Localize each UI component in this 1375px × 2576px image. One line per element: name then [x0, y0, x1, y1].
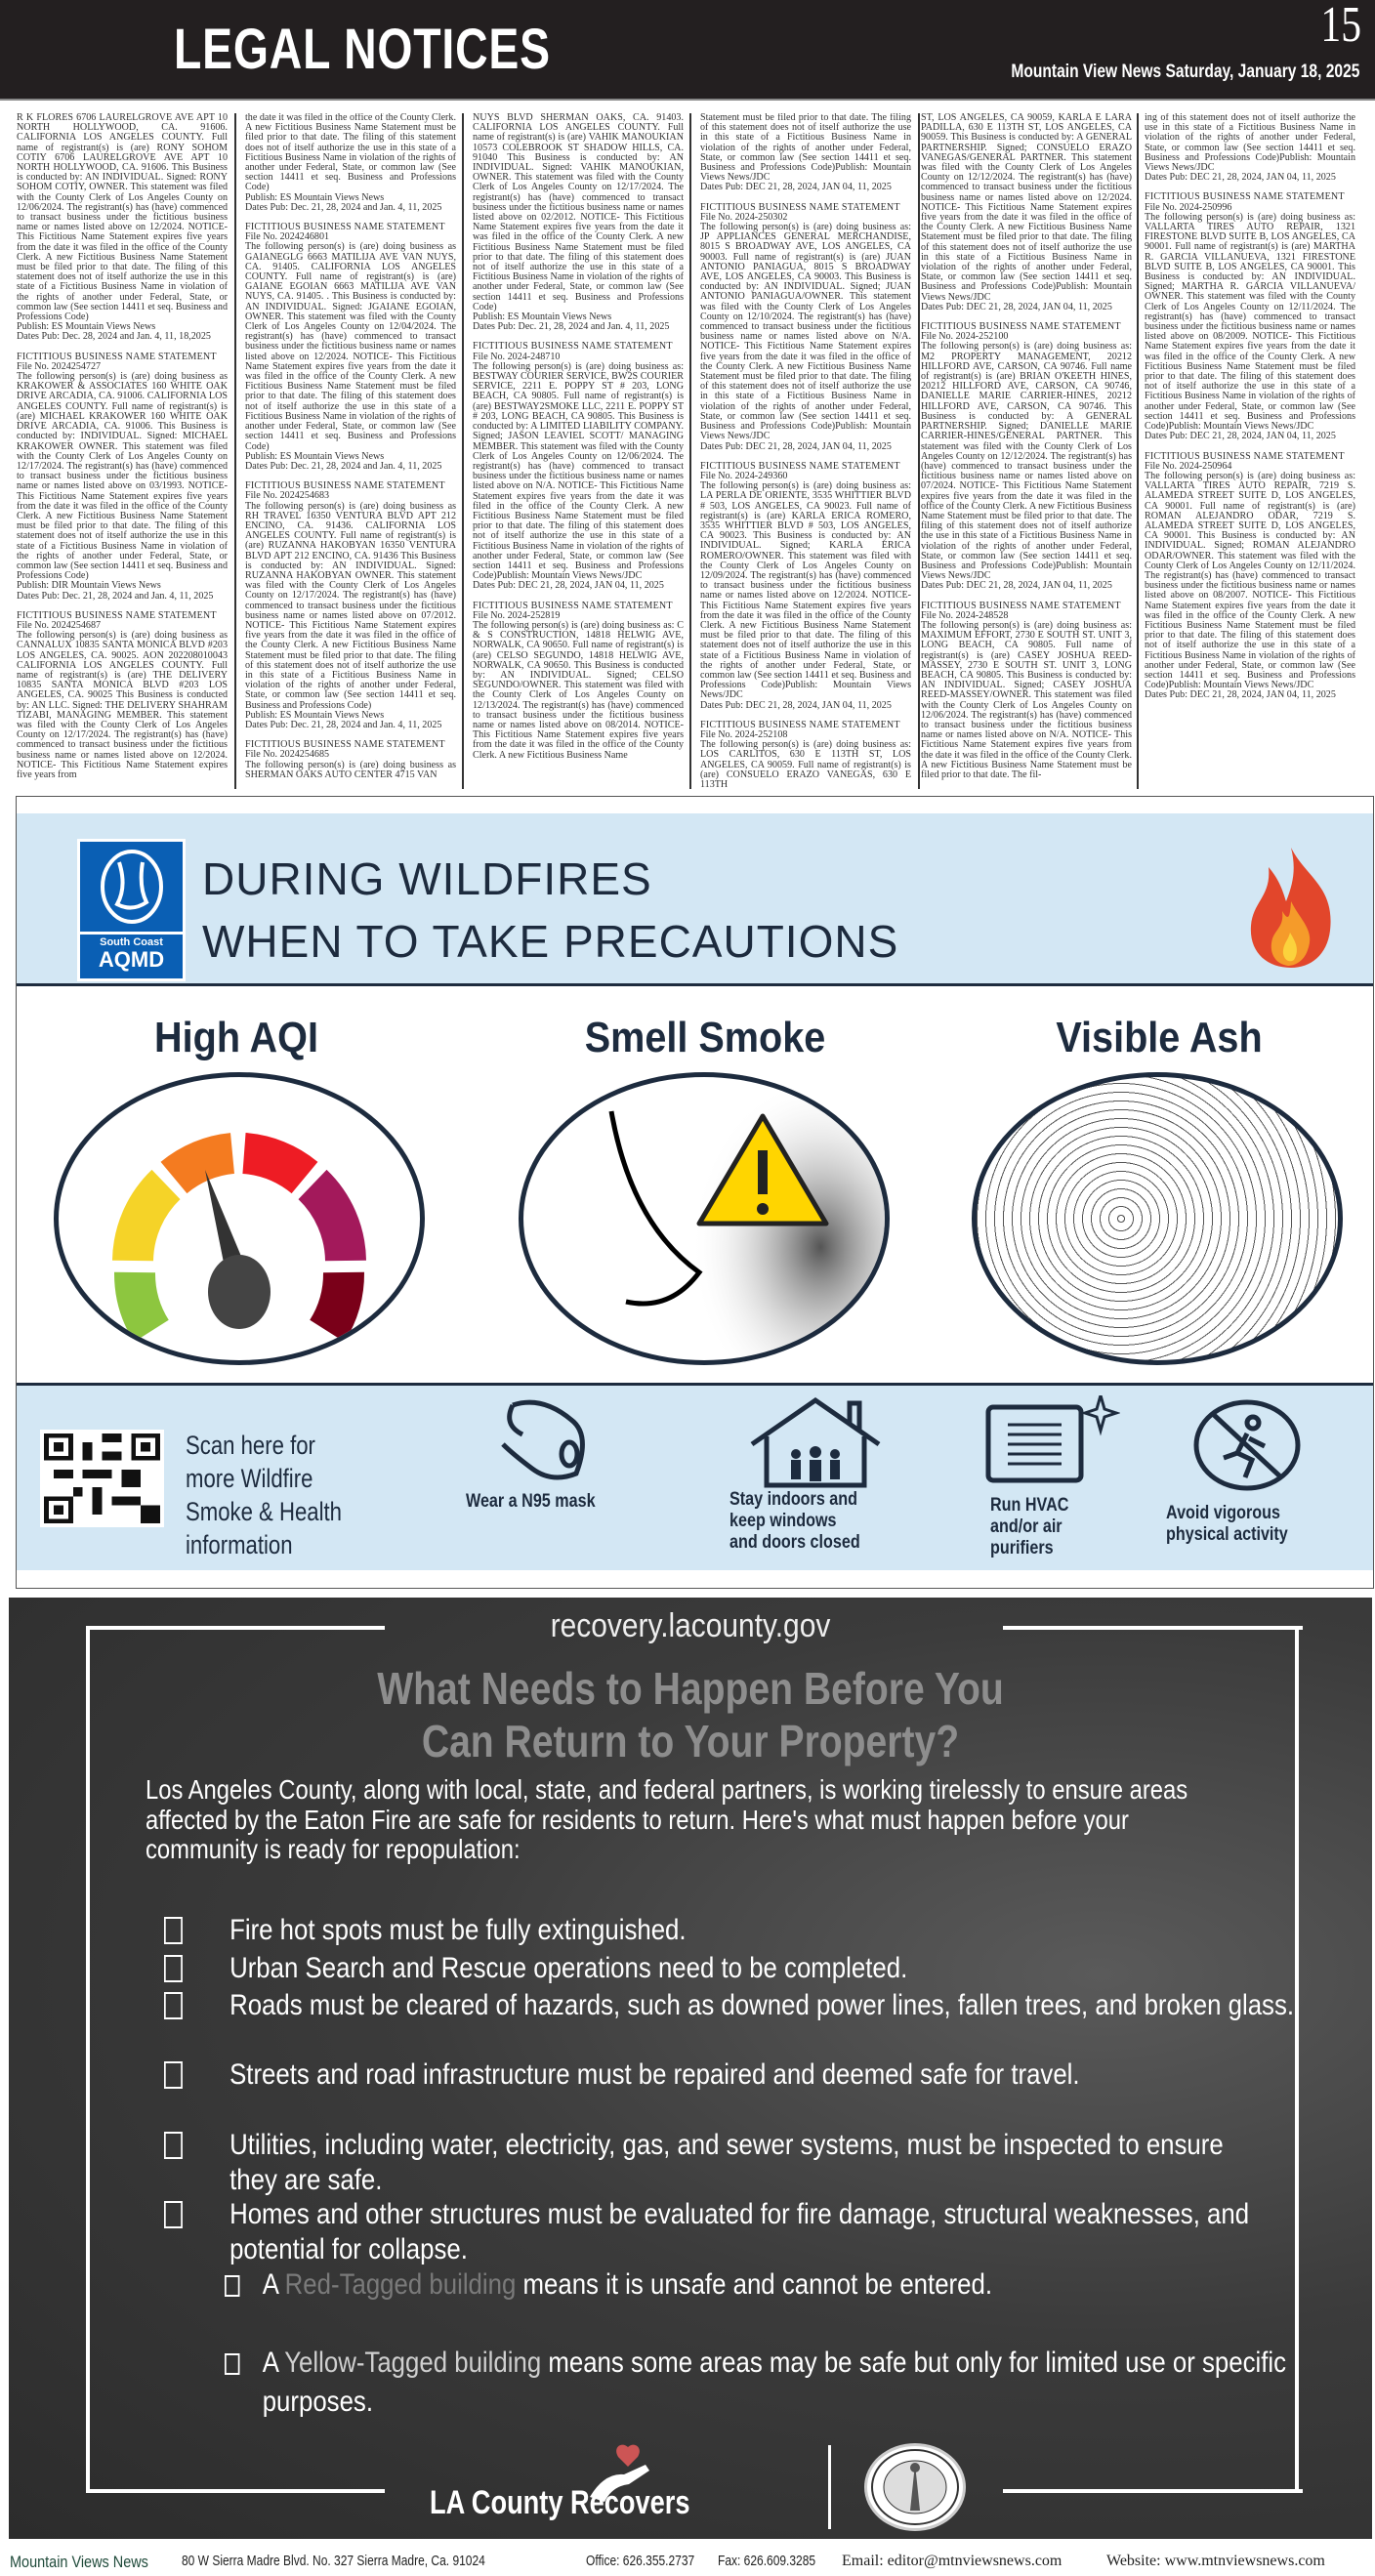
legal-notice: [245, 740, 456, 780]
legal-notice: [473, 602, 684, 761]
wildfire-precautions-ad: [16, 796, 1374, 1589]
caption-line: Wear a N95 mask: [466, 1491, 596, 1512]
subitem-text: means it is unsafe and cannot be entered.: [516, 2268, 992, 2301]
notice-body: The following person(s) is (are) doing business as: JP APPLIANCES GENERAL MERCHANDISE, 8015 S BROADWAY AVE, LOS ANGELES, CA 90003. Full name of registrant(s) is (are) JUAN ANTONIO PANIAGUA, 8015 S BROADWAY AVE, LOS ANGELES, CA 90003. This Business is conducted by: AN INDIVIDUAL. Signed; JUAN ANTONIO PANIAGUA/OWNER. This statement was filed with the County Clerk of Los Angeles County on 12/10/2024. The registrant(s) has (have) commenced to transact business under the fictitious business name or names listed above on N/A. NOTICE- This Fictitious Name Statement expires five years from the date it was filed in the office of the County Clerk. A new Fictitious Business Name Statement must be filed prior to that date. The filing of this statement does not of itself authorize the use in this state of a Fictitious Business Name in violation of the rights of another under Federal, State, or common law (See section 14411 et seq. Business and Professions Code)Publish: Mountain Views News/JDC: [700, 222, 911, 442]
notice-heading: FICTITIOUS BUSINESS NAME STATEMENT: [700, 460, 900, 472]
notice-body: The following person(s) is (are) doing business as: LOS CARLITOS, 630 E 113TH ST, LOS ANGELES, CA 90059. Full name of registrant(s) is (are) CONSUELO ERAZO VANEGAS, 630 E 113TH: [700, 739, 911, 789]
notice-heading: FICTITIOUS BUSINESS NAME STATEMENT: [700, 201, 900, 213]
notice-body: the date it was filed in the office of the County Clerk. A new Fictitious Business Name Statement must be filed prior to that date. The filing of this statement does not of itself authorize the use in this state of a Fictitious Business Name in violation of the rights of another under Federal, State, or common law (See section 14411 et seq. Business and Professions Code): [245, 113, 456, 193]
notice-dates: Dates Pub: Dec. 21, 28, 2024 and Jan. 4, 11, 2025: [245, 719, 442, 730]
footer-website[interactable]: Website: www.mtnviewsnews.com: [1106, 2553, 1325, 2569]
notice-dates: Dates Pub: DEC 21, 28, 2024, JAN 04, 11, 2025: [700, 699, 892, 711]
scan-text-line: more Wildfire: [186, 1464, 313, 1493]
notice-file-number: File No. 2024-249360: [700, 470, 788, 481]
notice-dates: Dates Pub: DEC 21, 28, 2024, JAN 04, 11, 2025: [700, 440, 892, 452]
house-family-icon: [747, 1395, 884, 1493]
footer-fax: Fax: 626.609.3285: [718, 2553, 816, 2569]
paper-date: Mountain View News Saturday, January 18, 2025: [1010, 62, 1359, 82]
notice-dates: Dates Pub: DEC 21, 28, 2024, JAN 04, 11, 2025: [1145, 689, 1336, 701]
footer-paper-name: Mountain Views News: [10, 2553, 148, 2571]
legal-notice: [700, 462, 911, 711]
ad-banner: [17, 813, 1373, 986]
notice-heading: FICTITIOUS BUSINESS NAME STATEMENT: [921, 600, 1121, 611]
notice-file-number: File No. 2024254685: [245, 749, 330, 761]
checkbox-icon: [164, 1992, 183, 2019]
caption-line: Stay indoors and: [729, 1489, 858, 1510]
checklist-item: [164, 2057, 1239, 2093]
legal-notice: [245, 481, 456, 730]
legal-notice: [921, 113, 1132, 312]
notice-body: R K FLORES 6706 LAURELGROVE AVE APT 10 NORTH HOLLYWOOD, CA. 91606. CALIFORNIA LOS ANGELES COUNTY. Full name of registrant(s) is (are) RONY SOHOM COTIY 6706 LAURELGROVE AVE APT 10 NORTH HOLLYWOOD, CA. 91606. This Business is conducted by: AN INDIVIDUAL. Signed: RONY SOHOM COTIY, OWNER. This statement was filed with the County Clerk of Los Angeles County on 12/06/2024. The registrant(s) has (have) commenced to transact business under the fictitious business name or names listed above on 12/2024. NOTICE- This Fictitious Name Statement expires five years from the date it was filed in the office of the County Clerk. A new Fictitious Business Name Statement must be filed prior to that date. The filing of this statement does not of itself authorize the use in this state of a Fictitious Business Name in violation of the rights of another under Federal, State, or common law (See section 14411 et seq. Business and Professions Code): [17, 113, 228, 323]
logo-text-line2: AQMD: [98, 947, 165, 972]
checklist-item: [164, 1951, 1239, 1986]
caption-line: and/or air: [990, 1517, 1062, 1537]
column-rule: [918, 113, 920, 789]
legal-column: [473, 113, 684, 789]
notice-body: The following person(s) is (are) doing business as: M2 PROPERTY MANAGEMENT, 20212 HILLFORD AVE, CARSON, CA 90746. Full name of registrant(s) is (are) BRIAN O'KEETH HINES, 20212 HILLFORD AVE, CARSON, CA 90746, DANIELLE MARIE CARRIER-HINES, 20212 HILLFORD AVE, CARSON, CA 90746. This Business is conducted by: A GENERAL PARTNERSHIP. Signed; DANIELLE MARIE CARRIER-HINES/GENERAL PARTNER. This statement was filed with the County Clerk of Los Angeles County on 12/12/2024. The registrant(s) has (have) commenced to transact business under the fictitious business name or names listed above on 07/2024. NOTICE- This Fictitious Name Statement expires five years from the date it was filed in the office of the County Clerk. A new Fictitious Business Name Statement must be filed prior to that date. The filing of this statement does not of itself authorize the use in this state of a Fictitious Business Name in violation of the rights of another under Federal, State, or common law (See section 14411 et seq. Business and Professions Code)Publish: Mountain Views News/JDC: [921, 341, 1132, 582]
ad-title-line1: DURING WILDFIRES: [202, 853, 652, 904]
n95-mask-icon: [493, 1395, 630, 1493]
aqmd-emblem-icon: [80, 842, 183, 932]
notice-body: NUYS BLVD SHERMAN OAKS, CA. 91403. CALIFORNIA LOS ANGELES COUNTY. Full name of registrant(s) is (are) VAHIK MANOUKIAN 10573 COLEBROOK ST SHADOW HILLS, CA. 91040 This Business is conducted by: AN INDIVIDUAL. Signed: VAHIK MANOUKIAN, OWNER. This statement was filed with the County Clerk of Los Angeles County on 12/17/2024. The registrant(s) has (have) commenced to transact business under the fictitious business name or names listed above on 02/2012. NOTICE- This Fictitious Name Statement expires five years from the date it was filed in the office of the County Clerk. A new Fictitious Business Name Statement must be filed prior to that date. The filing of this statement does not of itself authorize the use in this state of a Fictitious Business Name in violation of the rights of another under Federal, State, or common law (See section 14411 et seq. Business and Professions Code): [473, 113, 684, 312]
checklist-item: [164, 1988, 1295, 2023]
notice-heading: FICTITIOUS BUSINESS NAME STATEMENT: [1145, 191, 1345, 203]
notice-dates: Dates Pub: DEC 21, 28, 2024, JAN 04, 11, 2025: [921, 301, 1112, 312]
notice-body: The following person(s) is (are) doing business as RH TRAVEL 16350 VENTURA BLVD APT 212 ENCINO, CA. 91436. CALIFORNIA LOS ANGELES COUNTY. Full name of registrant(s) is (are) RUZANNA HAKOBYAN 16350 VENTURA BLVD APT 212 ENCINO, CA. 91436 This Business is conducted by: AN INDIVIDUAL. Signed: RUZANNA HAKOBYAN OWNER. This statement was filed with the County Clerk of Los Angeles County on 12/17/2024. The registrant(s) has (have) commenced to transact business under the fictitious business name or names listed above on 07/2012. NOTICE- This Fictitious Name Statement expires five years from the date it was filed in the office of the County Clerk. A new Fictitious Business Name Statement must be filed prior to that date. The filing of this statement does not of itself authorize the use in this state of a Fictitious Business Name in violation of the rights of another under Federal, State, or common law (See section 14411 et seq. Business and Professions Code): [245, 500, 456, 711]
legal-notice: [1145, 113, 1355, 183]
notice-dates: Dates Pub: DEC 21, 28, 2024, JAN 04, 11, 2025: [473, 580, 664, 592]
air-purifier-icon: [983, 1395, 1120, 1493]
legal-notice: [473, 342, 684, 591]
notice-body: Statement must be filed prior to that date. The filing of this statement does not of itself authorize the use in this state of a Fictitious Business Name in violation of the rights of another under Federal, State, or common law (See section 14411 et seq. Business and Professions Code)Publish: Mountain Views News/JDC: [700, 113, 911, 184]
checklist-item: [164, 1913, 1239, 1948]
notice-publish: Publish: ES Mountain Views News: [245, 191, 385, 203]
caption-line: physical activity: [1166, 1524, 1288, 1545]
legal-notice: [245, 223, 456, 472]
yellow-tag-label: Yellow-Tagged building: [284, 2347, 542, 2379]
subitem-prefix: A: [262, 2268, 285, 2301]
aqmd-logo: [77, 839, 186, 981]
page-footer: [0, 2545, 1375, 2576]
scan-text: [186, 1429, 342, 1561]
legal-notice: [921, 602, 1132, 781]
notice-body: The following person(s) is (are) doing business as GAIANEGLG 6663 MATILIJA AVE VAN NUYS, CA. 91405. CALIFORNIA LOS ANGELES COUNTY. Full name of registrant(s) is (are) GAIANE EGOIAN 6663 MATILIJA AVE VAN NUYS, CA. 91405. . This Business is conducted by: AN INDIVIDUAL. Signed: JGAIANE EGOIAN, OWNER. This statement was filed with the County Clerk of Los Angeles County on 12/04/2024. The registrant(s) has (have) commenced to transact business under the fictitious business name or names listed above on 12/2024. NOTICE- This Fictitious Name Statement expires five years from the date it was filed in the office of the County Clerk. A new Fictitious Business Name Statement must be filed prior to that date. The filing of this statement does not of itself authorize the use in this state of a Fictitious Business Name in violation of the rights of another under Federal, State, or common law (See section 14411 et seq. Business and Professions Code): [245, 241, 456, 452]
checkbox-icon: [164, 2061, 183, 2089]
notice-file-number: File No. 2024-252108: [700, 728, 788, 740]
legal-notice: [1145, 452, 1355, 701]
tip-caption-indoors: [729, 1489, 860, 1554]
legal-column: [1145, 113, 1355, 789]
notice-body: The following person(s) is (are) doing business as: BESTWAY COURIER SERVICE, BW2S COURIER SERVICE, 2211 E. POPPY ST # 203, LONG BEACH, CA 90805. Full name of registrant(s) is (are) BESTWAY2SMOKE LLC, 2211 E. POPPY ST # 203, LONG BEACH, CA 90805. This Business is conducted by: A LIMITED LIABILITY COMPANY. Signed; JASON LEAVIEL SCOTT/ MANAGING MEMBER. This statement was filed with the County Clerk of Los Angeles County on 12/06/2024. The registrant(s) has (have) commenced to transact business under the fictitious business name or names listed above on N/A. NOTICE- This Fictitious Name Statement expires five years from the date it was filed in the office of the County Clerk. A new Fictitious Business Name Statement must be filed prior to that date. The filing of this statement does not of itself authorize the use in this state of a Fictitious Business Name in violation of the rights of another under Federal, State, or common law (See section 14411 et seq. Business and Professions Code)Publish: Mountain Views News/JDC: [473, 360, 684, 582]
notice-body: The following person(s) is (are) doing business as: LA PERLA DE ORIENTE, 3535 WHITTIER BLVD # 503, LOS ANGELES, CA 90023. Full name of registrant(s) is (are) KARLA ERICA ROMERO, 3535 WHITTIER BLVD # 503, LOS ANGELES, CA 90023. This Business is conducted by: AN INDIVIDUAL. Signed; KARLA ERICA ROMERO/OWNER. This statement was filed with the County Clerk of Los Angeles County on 12/09/2024. The registrant(s) has (have) commenced to transact business under the fictitious business name or names listed above on 12/2024. NOTICE- This Fictitious Name Statement expires five years from the date it was filed in the office of the County Clerk. A new Fictitious Business Name Statement must be filed prior to that date. The filing of this statement does not of itself authorize the use in this state of a Fictitious Business Name in violation of the rights of another under Federal, State, or common law (See section 14411 et seq. Business and Professions Code)Publish: Mountain Views News/JDC: [700, 480, 911, 701]
page-number: 15: [1320, 0, 1361, 53]
legal-notice: [921, 322, 1132, 591]
legal-notice: [473, 113, 684, 332]
checklist-text: Utilities, including water, electricity, gas, and sewer systems, must be inspected to ensure they are safe.: [229, 2129, 1224, 2196]
legal-column: [17, 113, 228, 789]
notice-file-number: File No. 2024-250996: [1145, 201, 1232, 213]
checklist-text: Roads must be cleared of hazards, such as downed power lines, fallen trees, and broken glass.: [229, 1989, 1295, 2021]
column-rule: [689, 113, 691, 789]
qr-code[interactable]: [40, 1430, 164, 1527]
notice-body: The following person(s) is (are) doing business as KRAKOWER & ASSOCIATES 160 WHITE OAK DRIVE ARCADIA, CA. 91006. CALIFORNIA LOS ANGELES COUNTY. Full name of registrant(s) is (are) MICHAEL KRAKOWER 160 WHITE OAK DRIVE ARCADIA, CA. 91006. This Business is conducted by: INDIVIDUAL. Signed: MICHAEL KRAKOWER OWNER. This statement was filed with the County Clerk of Los Angeles County on 12/17/2024. The registrant(s) has (have) commenced to transact business under the fictitious business name or names listed above on 03/1993. NOTICE- This Fictitious Name Statement expires five years from the date it was filed in the office of the County Clerk. A new Fictitious Business Name Statement must be filed prior to that date. The filing of this statement does not of itself authorize the use in this state of a Fictitious Business Name in violation of the rights of another under Federal, State, or common law (See section 14411 et seq. Business and Professions Code): [17, 371, 228, 582]
tip-caption-activity: [1166, 1503, 1288, 1546]
recovery-url[interactable]: recovery.lacounty.gov: [550, 1607, 831, 1644]
footer-address: 80 W Sierra Madre Blvd. No. 327 Sierra Madre, Ca. 91024: [182, 2553, 485, 2569]
notice-dates: Dates Pub: DEC 21, 28, 2024, JAN 04, 11, 2025: [700, 182, 892, 193]
logo-divider: [828, 2445, 831, 2529]
tag-subitem-yellow: [225, 2344, 1316, 2422]
caption-line: Run HVAC: [990, 1495, 1069, 1516]
notice-dates: Dates Pub: Dec. 21, 28, 2024 and Jan. 4, 11, 2025: [473, 321, 670, 333]
subitem-text: means some areas may be safe but only for limited use or specific purposes.: [262, 2347, 1287, 2418]
legal-notice: [17, 353, 228, 602]
notice-file-number: File No. 2024254683: [245, 490, 330, 502]
county-seal-icon: [864, 2443, 966, 2531]
aqi-gauge-icon: [54, 1072, 425, 1365]
red-tag-label: Red-Tagged building: [284, 2268, 517, 2301]
caption-line: purifiers: [990, 1538, 1054, 1558]
scan-text-line: Scan here for: [186, 1431, 315, 1460]
legal-notice: [17, 611, 228, 780]
notice-dates: Dates Pub: Dec. 21, 28, 2024 and Jan. 4, 11, 2025: [245, 460, 442, 472]
tips-band: [17, 1383, 1373, 1570]
notice-heading: FICTITIOUS BUSINESS NAME STATEMENT: [700, 719, 900, 730]
la-county-recovers-logo: LA County Recovers: [430, 2484, 690, 2521]
checkbox-icon: [225, 2353, 239, 2375]
column-rule: [1137, 113, 1139, 789]
page-header: [0, 0, 1375, 101]
notice-file-number: File No. 2024246801: [245, 231, 330, 243]
notice-heading: FICTITIOUS BUSINESS NAME STATEMENT: [473, 600, 673, 611]
legal-column: [921, 113, 1132, 789]
notice-publish: Publish: ES Mountain Views News: [17, 321, 156, 333]
condition-heading-visible-ash: Visible Ash: [1056, 1014, 1263, 1061]
ad-title-line2: WHEN TO TAKE PRECAUTIONS: [202, 916, 899, 967]
legal-notice: [1145, 192, 1355, 441]
notice-dates: Dates Pub: DEC 21, 28, 2024, JAN 04, 11, 2025: [921, 580, 1112, 592]
notice-body: The following person(s) is (are) doing business as: C & S CONSTRUCTION, 14818 HELWIG AVE, NORWALK, CA 90650. Full name of registrant(s) is (are) CELSO SEGUNDO, 14818 HELWIG AVE, NORWALK, CA 90650. This Business is conducted by: AN INDIVIDUAL. Signed; CELSO SEGUNDO/OWNER. This statement was filed with the County Clerk of Los Angeles County on 12/13/2024. The registrant(s) has (have) commenced to transact business under the fictitious business name or names listed above on 08/2014. NOTICE- This Fictitious Name Statement expires five years from the date it was filed in the office of the County Clerk. A new Fictitious Business Name: [473, 619, 684, 761]
ad-title-line1: What Needs to Happen Before You: [377, 1663, 1004, 1714]
no-running-icon: [1188, 1399, 1306, 1497]
notice-dates: Dates Pub: Dec. 21, 28, 2024 and Jan. 4, 11, 2025: [17, 590, 214, 602]
legal-column: [245, 113, 456, 789]
notice-heading: FICTITIOUS BUSINESS NAME STATEMENT: [17, 351, 217, 362]
recovery-ad: [9, 1598, 1372, 2539]
notice-dates: Dates Pub: Dec. 28, 2024 and Jan. 4, 11, 18,2025: [17, 331, 211, 343]
caption-line: Avoid vigorous: [1166, 1503, 1280, 1523]
tip-caption-hvac: [990, 1495, 1068, 1559]
notice-file-number: File No. 2024-250964: [1145, 460, 1232, 472]
tag-subitem-red: [225, 2265, 1316, 2305]
notice-heading: FICTITIOUS BUSINESS NAME STATEMENT: [245, 480, 445, 492]
notice-file-number: File No. 2024254727: [17, 360, 102, 372]
fire-icon: [1237, 843, 1345, 975]
column-rule: [234, 113, 236, 789]
subitem-prefix: A: [262, 2347, 285, 2379]
checklist-item: [164, 2197, 1340, 2266]
legal-column: [700, 113, 911, 789]
frame-line: [1003, 2489, 1303, 2493]
notice-file-number: File No. 2024254687: [17, 619, 102, 631]
notice-file-number: File No. 2024-252819: [473, 609, 561, 621]
notice-heading: FICTITIOUS BUSINESS NAME STATEMENT: [245, 739, 445, 751]
legal-notice: [700, 721, 911, 789]
tip-caption-mask: [466, 1491, 596, 1513]
notice-publish: Publish: DIR Mountain Views News: [17, 580, 161, 592]
legal-notices-columns: [0, 113, 1375, 789]
scan-text-line: Smoke & Health: [186, 1497, 342, 1526]
notice-file-number: File No. 2024-250302: [700, 211, 788, 223]
footer-office-phone: Office: 626.355.2737: [586, 2553, 695, 2569]
checklist-text: Urban Search and Rescue operations need to be completed.: [229, 1952, 908, 1984]
checklist-text: Fire hot spots must be fully extinguished.: [229, 1914, 687, 1946]
legal-notice: [700, 203, 911, 452]
notice-dates: Dates Pub: Dec. 21, 28, 2024 and Jan. 4, 11, 2025: [245, 201, 442, 213]
section-title: LEGAL NOTICES: [174, 18, 551, 81]
visible-ash-icon: [972, 1072, 1343, 1365]
notice-dates: Dates Pub: DEC 21, 28, 2024, JAN 04, 11, 2025: [1145, 172, 1336, 184]
notice-publish: Publish: ES Mountain Views News: [245, 450, 385, 462]
condition-heading-high-aqi: High AQI: [154, 1014, 318, 1061]
notice-heading: FICTITIOUS BUSINESS NAME STATEMENT: [17, 609, 217, 621]
notice-heading: FICTITIOUS BUSINESS NAME STATEMENT: [245, 222, 445, 233]
legal-notice: [245, 113, 456, 213]
notice-file-number: File No. 2024-252100: [921, 331, 1009, 343]
checkbox-icon: [164, 2201, 183, 2228]
notice-body: ST, LOS ANGELES, CA 90059, KARLA E LARA PADILLA, 630 E 113TH ST, LOS ANGELES, CA 90059. This Business is conducted by: A GENERAL PARTNERSHIP. Signed; CONSUELO ERAZO VANEGAS/GENERAL PARTNER. This statement was filed with the County Clerk of Los Angeles County on 12/12/2024. The registrant(s) has (have) commenced to transact business under the fictitious business name or names listed above on 12/2024. NOTICE- This Fictitious Name Statement expires five years from the date it was filed in the office of the County Clerk. A new Fictitious Business Name Statement must be filed prior to that date. The filing of this statement does not of itself authorize the use in this state of a Fictitious Business Name in violation of the rights of another under Federal, State, or common law (See section 14411 et seq. Business and Professions Code)Publish: Mountain Views News/JDC: [921, 113, 1132, 303]
notice-file-number: File No. 2024-248528: [921, 609, 1009, 621]
checkbox-icon: [164, 1955, 183, 1982]
notice-dates: Dates Pub: DEC 21, 28, 2024, JAN 04, 11, 2025: [1145, 431, 1336, 442]
notice-publish: Publish: ES Mountain Views News: [473, 312, 612, 323]
footer-email[interactable]: Email: editor@mtnviewsnews.com: [842, 2553, 1062, 2569]
caption-line: and doors closed: [729, 1532, 860, 1553]
notice-body: The following person(s) is (are) doing business as SHERMAN OAKS AUTO CENTER 4715 VAN: [245, 759, 456, 780]
notice-body: The following person(s) is (are) doing business as CANNALUX 10835 SANTA MONICA BLVD #203 LOS ANGELES, CA. 90025. AON 202208010043 CALIFORNIA LOS ANGELES COUNTY. Full name of registrant(s) is (are) THE DELIVERY 10835 SANTA MONICA BLVD #203 LOS ANGELES, CA. 90025 This Business is conducted by: AN LLC. Signed: THE DELIVERY SHAHRAM TIZABI, MANAGING MEMBER. This statement was filed with the County Clerk of Los Angeles County on 12/17/2024. The registrant(s) has (have) commenced to transact business under the fictitious business name or names listed above on 12/2024. NOTICE- This Fictitious Name Statement expires five years from: [17, 630, 228, 780]
ad-title-line2: Can Return to Your Property?: [421, 1716, 960, 1766]
notice-body: The following person(s) is (are) doing business as: MAXIMUM EFFORT, 2730 E SOUTH ST. UNIT 3, LONG BEACH, CA 90805. Full name of registrant(s) is (are) CASEY JOSHUA REED-MASSEY, 2730 E SOUTH ST. UNIT 3, LONG BEACH, CA 90805. This Business is conducted by: AN INDIVIDUAL. Signed; CASEY JOSHUA REED-MASSEY/OWNER. This statement was filed with the County Clerk of Los Angeles County on 12/06/2024. The registrant(s) has (have) commenced to transact business under the fictitious business name or names listed above on N/A. NOTICE- This Fictitious Name Statement expires five years from the date it was filed in the office of the County Clerk. A new Fictitious Business Name Statement must be filed prior to that date. The fil-: [921, 619, 1132, 780]
notice-heading: FICTITIOUS BUSINESS NAME STATEMENT: [473, 341, 673, 353]
notice-body: The following person(s) is (are) doing business as: VALLARTA TIRES AUTO REPAIR, 7219 S. ALAMEDA STREET SUITE D, LOS ANGELES, CA 90001. Full name of registrant(s) is (are) ROMAN ALEJANDRO ODAR, 7219 S. ALAMEDA STREET SUITE D, LOS ANGELES, CA 90001. This Business is conducted by: AN INDIVIDUAL. Signed; ROMAN ALEJANDRO ODAR/OWNER. This statement was filed with the County Clerk of Los Angeles County on 12/11/2024. The registrant(s) has (have) commenced to transact business under the fictitious business name or names listed above on 08/2007. NOTICE- This Fictitious Name Statement expires five years from the date it was filed in the office of the County Clerk. A new Fictitious Business Name Statement must be filed prior to that date. The filing of this statement does not of itself authorize the use in this state of a Fictitious Business Name in violation of the rights of another under Federal, State, or common law (See section 14411 et seq. Business and Professions Code)Publish: Mountain Views News/JDC: [1145, 470, 1355, 691]
legal-notice: [17, 113, 228, 343]
checklist-text: Homes and other structures must be evaluated for fire damage, structural weaknesses, and potential for collapse.: [229, 2198, 1250, 2265]
notice-heading: FICTITIOUS BUSINESS NAME STATEMENT: [921, 321, 1121, 333]
notice-publish: Publish: ES Mountain Views News: [245, 709, 385, 721]
condition-heading-smell-smoke: Smell Smoke: [584, 1014, 826, 1061]
checkbox-icon: [164, 2132, 183, 2159]
frame-line: [86, 2489, 385, 2493]
caption-line: keep windows: [729, 1511, 837, 1531]
intro-paragraph: Los Angeles County, along with local, state, and federal partners, is working tirelessly to ensure areas affected by the Eaton Fire are safe for residents to return. Here's what must happen before your community is ready for repopulation:: [146, 1774, 1188, 1864]
legal-notice: [700, 113, 911, 193]
column-rule: [462, 113, 464, 789]
logo-text-line1: South Coast: [100, 936, 163, 948]
notice-body: ing of this statement does not of itself authorize the use in this state of a Fictitious Business Name in violation of the rights of another under Federal, State, or common law (See section 14411 et seq. Business and Professions Code)Publish: Mountain Views News/JDC: [1145, 113, 1355, 174]
checkbox-icon: [164, 1917, 183, 1944]
notice-body: The following person(s) is (are) doing business as: VALLARTA TIRES AUTO REPAIR, 1321 FIRESTONE BLVD SUITE B, LOS ANGELES, CA 90001. Full name of registrant(s) is (are) MARTHA R. GARCIA VILLANUEVA, 1321 FIRESTONE BLVD SUITE B, LOS ANGELES, CA 90001. This Business is conducted by: AN INDIVIDUAL. Signed; MARTHA R. GARCIA VILLANUEVA/ OWNER. This statement was filed with the County Clerk of Los Angeles County on 12/11/2024. The registrant(s) has (have) commenced to transact business under the fictitious business name or names listed above on 08/2009. NOTICE- This Fictitious Name Statement expires five years from the date it was filed in the office of the County Clerk. A new Fictitious Business Name Statement must be filed prior to that date. The filing of this statement does not of itself authorize the use in this state of a Fictitious Business Name in violation of the rights of another under Federal, State, or common law (See section 14411 et seq. Business and Professions Code)Publish: Mountain Views News/JDC: [1145, 211, 1355, 433]
notice-file-number: File No. 2024-248710: [473, 351, 561, 362]
checklist-item: [164, 2128, 1239, 2197]
notice-heading: FICTITIOUS BUSINESS NAME STATEMENT: [1145, 450, 1345, 462]
checklist-text: Streets and road infrastructure must be repaired and deemed safe for travel.: [229, 2058, 1080, 2091]
checkbox-icon: [225, 2275, 239, 2297]
smell-smoke-icon: [519, 1072, 890, 1365]
scan-text-line: information: [186, 1530, 293, 1559]
